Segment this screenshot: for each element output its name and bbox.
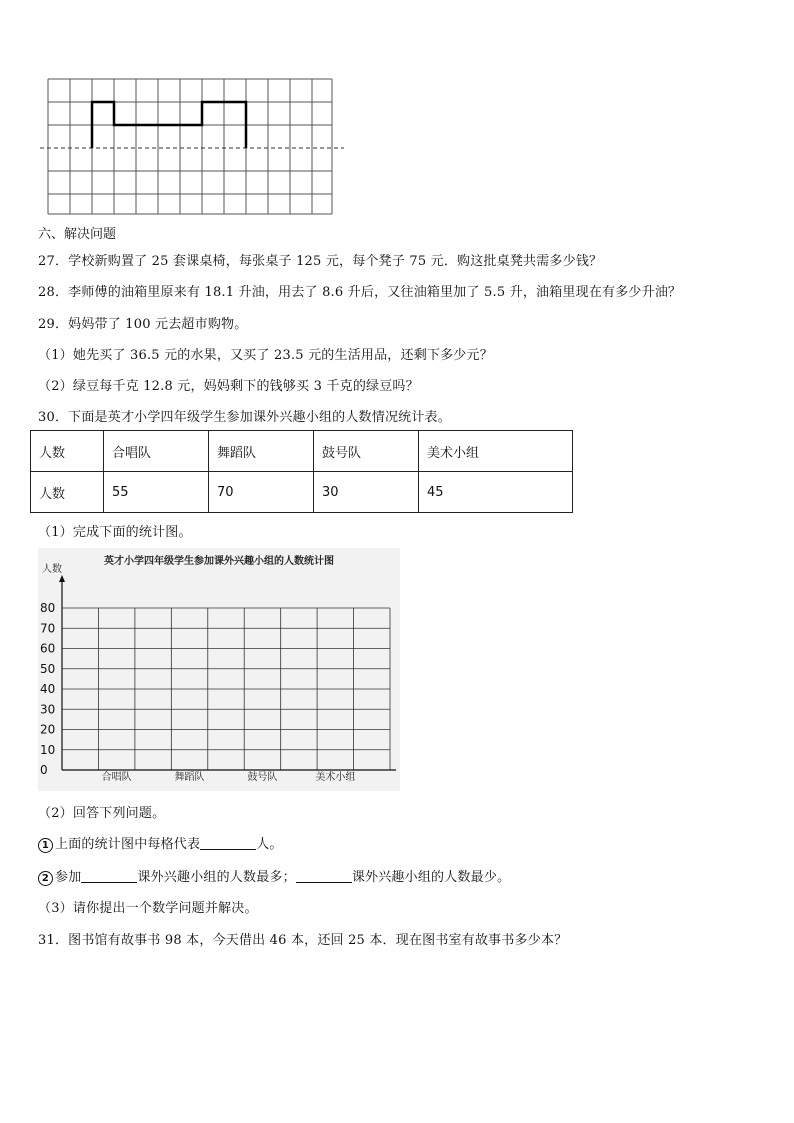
y-tick-label: 20 xyxy=(40,722,56,737)
answer-blank[interactable] xyxy=(200,836,256,850)
question-30: 30．下面是英才小学四年级学生参加课外兴趣小组的人数情况统计表。 xyxy=(38,410,451,425)
y-tick-label: 40 xyxy=(40,682,56,696)
table-cell: 55 xyxy=(104,472,209,513)
x-tick-label: 舞蹈队 xyxy=(174,772,205,783)
y-tick-label: 80 xyxy=(40,601,56,615)
table-cell: 美术小组 xyxy=(419,431,573,472)
table-cell: 45 xyxy=(419,472,573,513)
x-tick-label: 鼓号队 xyxy=(247,772,278,783)
text: 参加 xyxy=(55,870,82,885)
table-cell: 合唱队 xyxy=(104,431,209,472)
grid-figure xyxy=(40,78,346,216)
x-tick-label: 合唱队 xyxy=(101,772,132,783)
answer-blank[interactable] xyxy=(296,869,352,883)
y-axis-label: 人数 xyxy=(42,564,62,575)
circled-number: 1 xyxy=(38,838,53,853)
table-row xyxy=(31,431,573,472)
section-title: 六、解决问题 xyxy=(38,227,117,242)
y-tick-label: 10 xyxy=(40,742,56,757)
x-tick-label: 美术小组 xyxy=(315,772,356,783)
question-30-part1: （1）完成下面的统计图。 xyxy=(38,525,192,540)
y-axis-arrow xyxy=(59,575,65,582)
chart-title: 英才小学四年级学生参加课外兴趣小组的人数统计图 xyxy=(104,556,334,567)
y-tick-label: 0 xyxy=(40,763,48,777)
circled-number: 2 xyxy=(38,871,53,886)
table-cell: 舞蹈队 xyxy=(209,431,314,472)
table-row xyxy=(31,472,573,513)
stat-table xyxy=(30,430,573,513)
table-cell: 70 xyxy=(209,472,314,513)
text: 课外兴趣小组的人数最少。 xyxy=(351,870,511,885)
question-27: 27．学校新购置了 25 套课桌椅，每张桌子 125 元，每个凳子 75 元．购这批桌凳共需多少钱？ xyxy=(38,254,603,269)
text: 人。 xyxy=(256,837,283,852)
y-tick-label: 30 xyxy=(40,702,56,717)
y-tick-label: 60 xyxy=(40,641,56,656)
table-cell: 人数 xyxy=(31,472,104,513)
y-tick-label: 70 xyxy=(40,621,56,636)
text: 课外兴趣小组的人数最多； xyxy=(137,870,296,885)
question-29: 29．妈妈带了 100 元去超市购物。 xyxy=(38,317,248,332)
question-28: 28．李师傅的油箱里原来有 18.1 升油，用去了 8.6 升后，又往油箱里加了 5.5 升，油箱里现在有多少升油？ xyxy=(38,285,682,300)
y-tick-label: 50 xyxy=(40,661,56,676)
question-29-part2: （2）绿豆每千克 12.8 元，妈妈剩下的钱够买 3 千克的绿豆吗？ xyxy=(38,379,419,394)
bar-chart xyxy=(38,548,400,791)
text: 上面的统计图中每格代表 xyxy=(55,837,201,852)
question-30-2b xyxy=(38,866,510,886)
question-30-2a xyxy=(38,833,283,853)
question-30-part2: （2）回答下列问题。 xyxy=(38,806,166,821)
answer-blank[interactable] xyxy=(81,869,137,883)
question-30-part3: （3）请你提出一个数学问题并解决。 xyxy=(38,901,258,916)
question-31: 31．图书馆有故事书 98 本，今天借出 46 本，还回 25 本．现在图书室有故事书多少本？ xyxy=(38,933,568,948)
bar-chart-frame xyxy=(38,548,400,791)
table-cell: 30 xyxy=(314,472,419,513)
table-cell: 人数 xyxy=(31,431,104,472)
question-29-part1: （1）她先买了 36.5 元的水果，又买了 23.5 元的生活用品，还剩下多少元？ xyxy=(38,348,493,363)
table-cell: 鼓号队 xyxy=(314,431,419,472)
